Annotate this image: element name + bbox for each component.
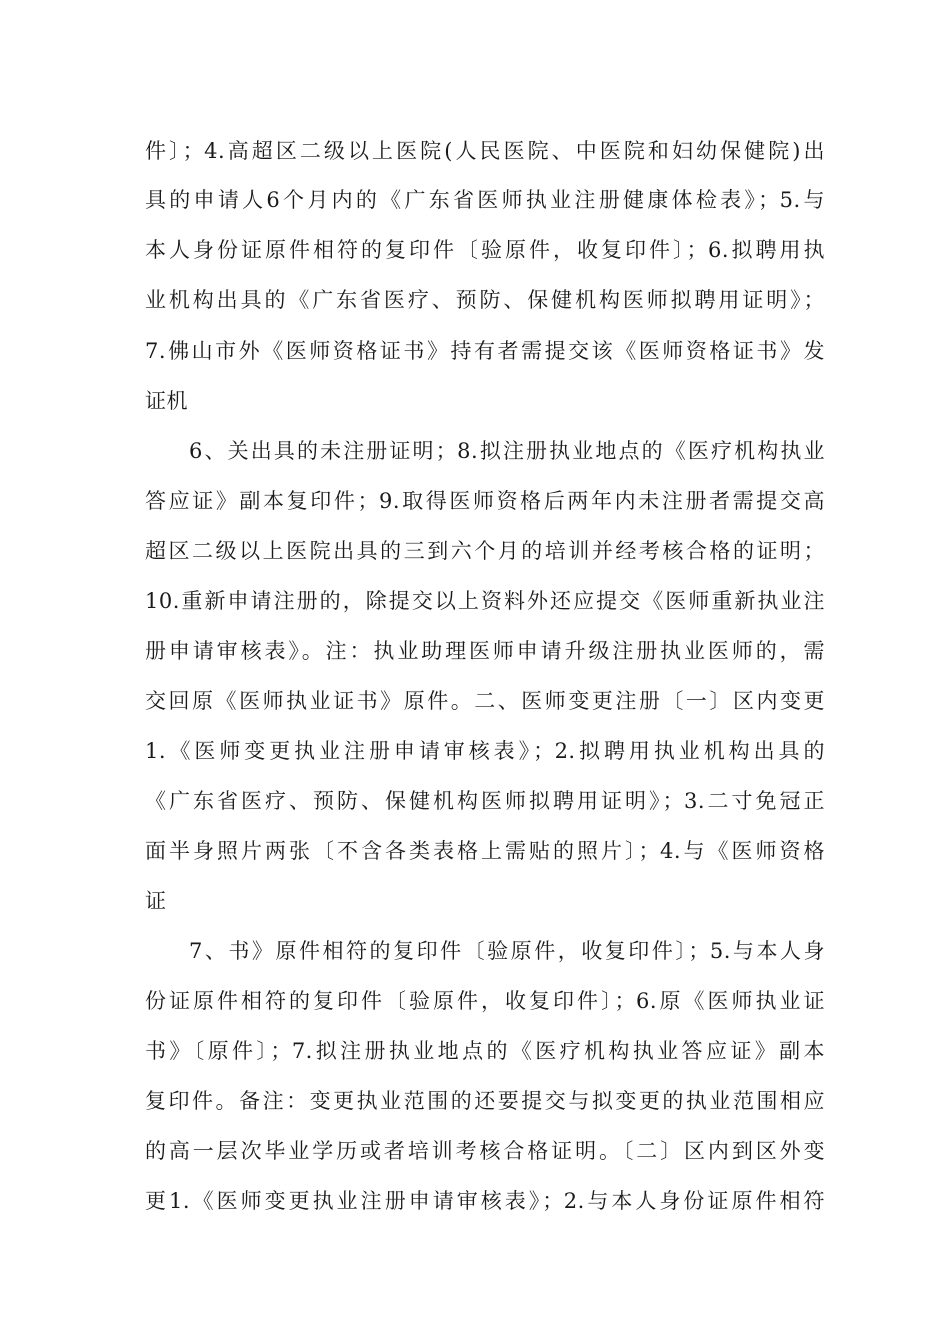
text-line: 1.《医师变更执业注册申请审核表》；2.拟聘用执业机构出具的 — [145, 739, 825, 763]
text-line: 本人身份证原件相符的复印件〔验原件，收复印件〕；6.拟聘用执 — [145, 238, 825, 262]
text-line: 证机 — [145, 389, 188, 413]
text-line: 件〕；4.高超区二级以上医院(人民医院、中医院和妇幼保健院)出 — [145, 139, 825, 163]
text-line: 具的申请人6个月内的《广东省医师执业注册健康体检表》；5.与 — [145, 188, 825, 212]
text-line: 面半身照片两张〔不含各类表格上需贴的照片〕；4.与《医师资格 — [145, 839, 825, 863]
text-line: 份证原件相符的复印件〔验原件，收复印件〕；6.原《医师执业证 — [145, 989, 825, 1013]
text-line: 7、书》原件相符的复印件〔验原件，收复印件〕；5.与本人身 — [189, 939, 825, 963]
text-line: 书》〔原件〕；7.拟注册执业地点的《医疗机构执业答应证》副本 — [145, 1039, 825, 1063]
text-line: 7.佛山市外《医师资格证书》持有者需提交该《医师资格证书》发 — [145, 339, 825, 363]
text-line: 的高一层次毕业学历或者培训考核合格证明。〔二〕区内到区外变 — [145, 1139, 825, 1163]
text-line: 10.重新申请注册的，除提交以上资料外还应提交《医师重新执业注 — [145, 589, 825, 613]
text-line: 答应证》副本复印件；9.取得医师资格后两年内未注册者需提交高 — [145, 489, 825, 513]
text-line: 业机构出具的《广东省医疗、预防、保健机构医师拟聘用证明》； — [145, 288, 825, 312]
text-line: 6、关出具的未注册证明；8.拟注册执业地点的《医疗机构执业 — [189, 439, 825, 463]
text-line: 《广东省医疗、预防、保健机构医师拟聘用证明》；3.二寸免冠正 — [145, 789, 825, 813]
text-line: 超区二级以上医院出具的三到六个月的培训并经考核合格的证明； — [145, 539, 825, 563]
text-line: 交回原《医师执业证书》原件。二、医师变更注册〔一〕区内变更 — [145, 689, 825, 713]
text-line: 更1.《医师变更执业注册申请审核表》；2.与本人身份证原件相符 — [145, 1189, 825, 1213]
text-line: 复印件。备注：变更执业范围的还要提交与拟变更的执业范围相应 — [145, 1089, 825, 1113]
text-line: 册申请审核表》。注：执业助理医师申请升级注册执业医师的，需 — [145, 639, 825, 663]
text-line: 证 — [145, 889, 167, 913]
